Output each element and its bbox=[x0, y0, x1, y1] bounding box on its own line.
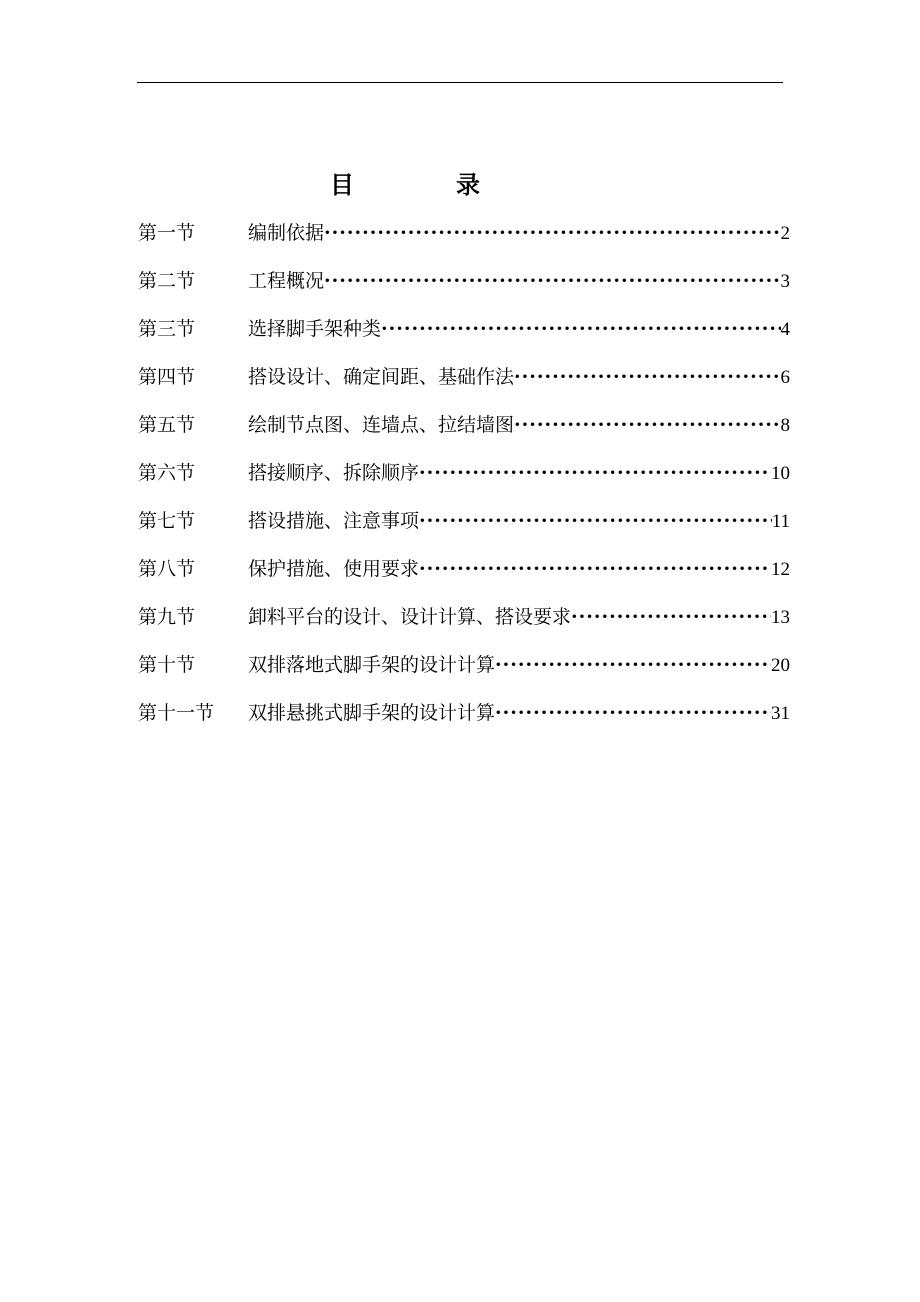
toc-dot-leader bbox=[571, 600, 771, 634]
toc-section-number: 第一节 bbox=[138, 222, 196, 244]
toc-entry[interactable] bbox=[138, 648, 790, 696]
toc-section-number: 第九节 bbox=[138, 606, 196, 628]
toc-entry[interactable] bbox=[138, 552, 790, 600]
toc-page-number: 4 bbox=[780, 319, 790, 340]
toc-entry[interactable] bbox=[138, 360, 790, 408]
toc-entry[interactable] bbox=[138, 456, 790, 504]
page-title-left: 目 bbox=[330, 171, 354, 199]
header-rule bbox=[137, 82, 783, 83]
toc-heading: 编制依据 bbox=[248, 222, 325, 244]
toc-section-number: 第五节 bbox=[138, 414, 196, 436]
toc-page-number: 13 bbox=[771, 607, 790, 628]
toc-dot-leader bbox=[419, 552, 771, 586]
toc-heading: 双排悬挑式脚手架的设计计算 bbox=[248, 702, 496, 724]
toc-entry[interactable] bbox=[138, 312, 790, 360]
toc-section-number: 第十节 bbox=[138, 654, 196, 676]
toc-section-number: 第四节 bbox=[138, 366, 196, 388]
toc-dot-leader bbox=[324, 264, 780, 298]
toc-heading: 搭设设计、确定间距、基础作法 bbox=[248, 366, 515, 388]
toc-page-number: 3 bbox=[780, 271, 790, 292]
toc-heading: 搭接顺序、拆除顺序 bbox=[248, 462, 420, 484]
toc-entry[interactable] bbox=[138, 408, 790, 456]
toc-section-number: 第七节 bbox=[138, 510, 196, 532]
toc-page-number: 8 bbox=[780, 415, 790, 436]
toc-page-number: 31 bbox=[771, 703, 790, 724]
toc-page-number: 12 bbox=[771, 559, 790, 580]
page-title bbox=[330, 168, 480, 202]
toc-section-number: 第八节 bbox=[138, 558, 196, 580]
toc-dot-leader bbox=[514, 408, 780, 442]
toc-dot-leader bbox=[419, 456, 771, 490]
toc-page-number: 10 bbox=[771, 463, 790, 484]
toc-entry[interactable] bbox=[138, 600, 790, 648]
toc-heading: 卸料平台的设计、设计计算、搭设要求 bbox=[248, 606, 572, 628]
toc-section-number: 第三节 bbox=[138, 318, 196, 340]
toc-dot-leader bbox=[514, 360, 780, 394]
toc-section-number: 第二节 bbox=[138, 270, 196, 292]
toc-heading: 选择脚手架种类 bbox=[248, 318, 382, 340]
toc-heading: 保护措施、使用要求 bbox=[248, 558, 420, 580]
toc-dot-leader bbox=[324, 216, 780, 250]
toc-heading: 绘制节点图、连墙点、拉结墙图 bbox=[248, 414, 515, 436]
toc-page-number: 20 bbox=[771, 655, 790, 676]
toc-page-number: 11 bbox=[771, 511, 790, 532]
toc-heading: 双排落地式脚手架的设计计算 bbox=[248, 654, 496, 676]
toc-entry[interactable] bbox=[138, 264, 790, 312]
toc-dot-leader bbox=[495, 696, 771, 730]
toc-heading: 工程概况 bbox=[248, 270, 325, 292]
toc-page-number: 2 bbox=[780, 223, 790, 244]
toc-heading: 搭设措施、注意事项 bbox=[248, 510, 420, 532]
toc-dot-leader bbox=[419, 504, 772, 538]
toc-section-number: 第六节 bbox=[138, 462, 196, 484]
toc-page-number: 6 bbox=[780, 367, 790, 388]
toc-dot-leader bbox=[495, 648, 771, 682]
toc-dot-leader bbox=[381, 312, 780, 346]
table-of-contents bbox=[138, 216, 790, 744]
toc-section-number: 第十一节 bbox=[138, 702, 215, 724]
page-title-right: 录 bbox=[456, 171, 480, 199]
toc-entry[interactable] bbox=[138, 216, 790, 264]
toc-entry[interactable] bbox=[138, 696, 790, 744]
toc-entry[interactable] bbox=[138, 504, 790, 552]
